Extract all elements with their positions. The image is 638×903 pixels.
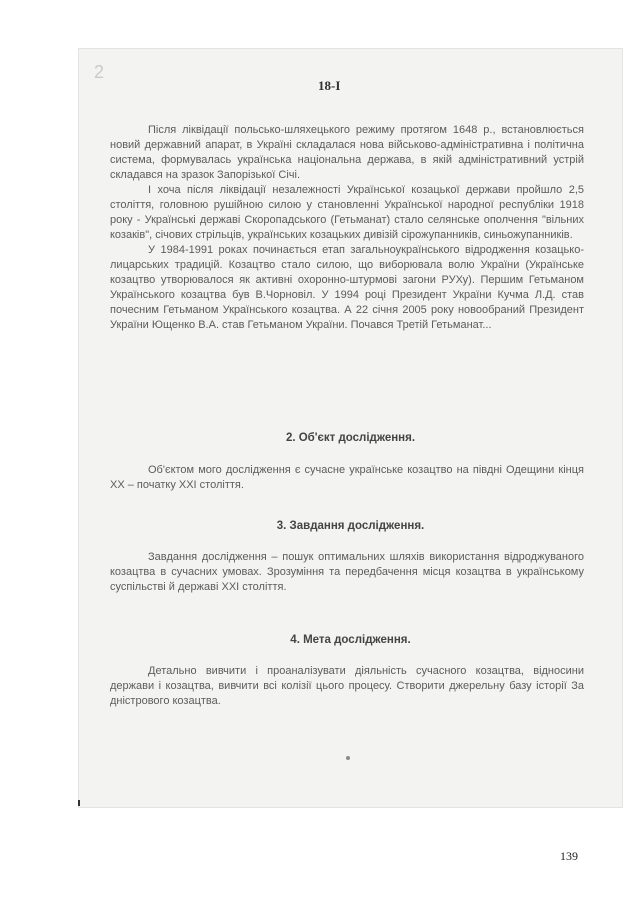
section-4-text [110, 664, 584, 709]
section-3-heading: 3. Завдання дослідження. [276, 520, 425, 532]
intro-paragraph-1: Після ліквідації польсько-шляхецького режиму протягом 1648 р., встановлюється новий державний апарат, в Україні складалася нова військово-адміністративна і політична система, формувалась українська національна держава, в якій адміністративний устрій складався на зразок Запорізької Січі. [110, 124, 584, 181]
scanned-page [78, 48, 623, 808]
section-3-text [110, 550, 584, 595]
corner-page-mark: 2 [94, 62, 105, 82]
section-2-heading: 2. Об'єкт дослідження. [285, 432, 416, 444]
intro-text [110, 123, 584, 333]
section-2-text [110, 463, 584, 493]
scan-speck [346, 756, 350, 760]
page-number: 139 [560, 849, 578, 863]
section-2-paragraph: Об'єктом мого дослідження є сучасне українське козацтво на півдні Одещини кінця XX – початку XXI століття. [110, 464, 584, 491]
intro-paragraph-3: У 1984-1991 роках починається етап загальноукраїнського відродження козацько-лицарських традицій. Козацтво стало силою, що виборювала волю України (Українське козацтво утворювалося як активні охоронно-штурмові загони РУХу). Першим Гетьманом Українського козацтва був В.Чорновіл. У 1994 році Президент України Кучма Л.Д. став почесним Гетьманом Українського козацтва. А 22 січня 2005 року новообраний Президент України Ющенко В.А. став Гетьманом України. Почався Третій Гетьманат... [110, 244, 584, 331]
archive-page-mark: 18-I [318, 78, 341, 93]
section-3-paragraph: Завдання дослідження – пошук оптимальних шляхів використання відроджуваного козацтва в сучасних умовах. Зрозуміння та передбачення місця козацтва в українському суспільстві й державі XXI століття. [110, 551, 584, 593]
intro-paragraph-2: І хоча після ліквідації незалежності Української козацької держави пройшло 2,5 століття, головною рушійною силою у становленні Української народної республіки 1918 року - Українські державі Скоропадського (Гетьманат) стало селянське ополчення "вільних козаків", січових стрільців, українських козацьких дивізій сірожупанників, синьожупанників. [110, 184, 584, 241]
scan-edge-mark [78, 800, 80, 806]
section-4-paragraph: Детально вивчити і проаналізувати діяльність сучасного козацтва, відносини держави і козацтва, вивчити всі колізії цього процесу. Створити джерельну базу історії За дністрового козацтва. [110, 665, 584, 707]
section-4-heading: 4. Мета дослідження. [290, 634, 411, 646]
